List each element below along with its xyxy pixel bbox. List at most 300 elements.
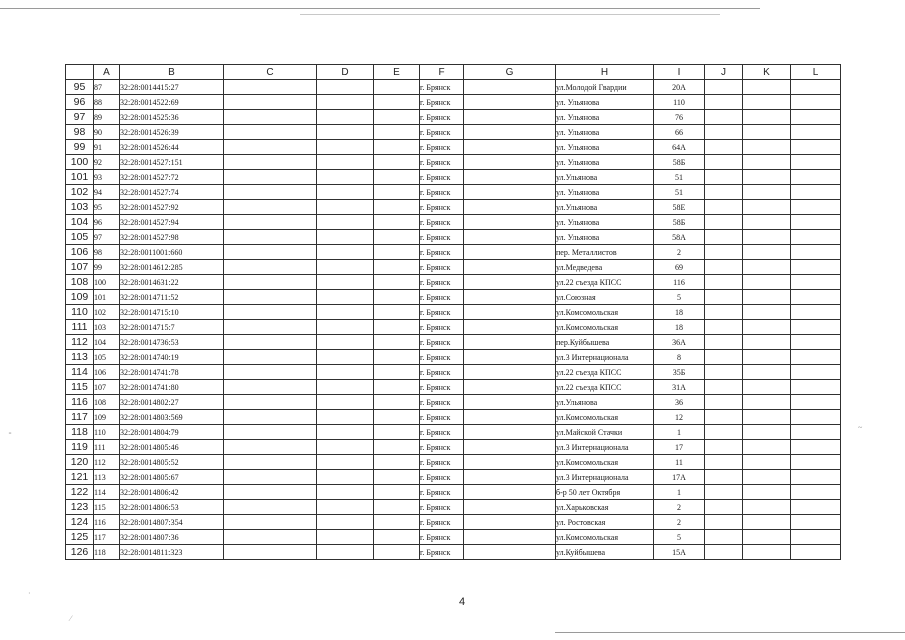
cell-i[interactable]: 11 — [654, 455, 705, 470]
cell-l[interactable] — [791, 515, 841, 530]
cell-k[interactable] — [743, 95, 791, 110]
cell-g[interactable] — [464, 245, 556, 260]
cell-a[interactable]: 96 — [94, 215, 120, 230]
cell-j[interactable] — [705, 470, 743, 485]
cell-b[interactable]: 32:28:0014631:22 — [120, 275, 224, 290]
cell-d[interactable] — [317, 200, 374, 215]
cell-g[interactable] — [464, 185, 556, 200]
cell-e[interactable] — [374, 185, 420, 200]
cell-c[interactable] — [224, 455, 317, 470]
cell-b[interactable]: 32:28:0014807:36 — [120, 530, 224, 545]
row-number[interactable]: 101 — [66, 170, 94, 185]
cell-g[interactable] — [464, 485, 556, 500]
cell-g[interactable] — [464, 170, 556, 185]
cell-j[interactable] — [705, 380, 743, 395]
row-number[interactable]: 106 — [66, 245, 94, 260]
cell-f[interactable]: г. Брянск — [420, 335, 464, 350]
cell-f[interactable]: г. Брянск — [420, 530, 464, 545]
cell-i[interactable]: 35Б — [654, 365, 705, 380]
cell-d[interactable] — [317, 245, 374, 260]
cell-k[interactable] — [743, 365, 791, 380]
cell-b[interactable]: 32:28:0014525:36 — [120, 110, 224, 125]
row-number[interactable]: 125 — [66, 530, 94, 545]
cell-f[interactable]: г. Брянск — [420, 215, 464, 230]
cell-g[interactable] — [464, 305, 556, 320]
cell-h[interactable]: ул.Союзная — [556, 290, 654, 305]
cell-c[interactable] — [224, 485, 317, 500]
row-number[interactable]: 105 — [66, 230, 94, 245]
row-number[interactable]: 108 — [66, 275, 94, 290]
column-header-g[interactable]: G — [464, 65, 556, 80]
cell-f[interactable]: г. Брянск — [420, 470, 464, 485]
cell-d[interactable] — [317, 410, 374, 425]
cell-j[interactable] — [705, 350, 743, 365]
cell-b[interactable]: 32:28:0014805:46 — [120, 440, 224, 455]
cell-d[interactable] — [317, 125, 374, 140]
cell-b[interactable]: 32:28:0014803:569 — [120, 410, 224, 425]
cell-c[interactable] — [224, 260, 317, 275]
cell-g[interactable] — [464, 380, 556, 395]
cell-l[interactable] — [791, 335, 841, 350]
cell-c[interactable] — [224, 170, 317, 185]
cell-h[interactable]: ул.3 Интернационала — [556, 440, 654, 455]
row-number[interactable]: 103 — [66, 200, 94, 215]
cell-b[interactable]: 32:28:0014741:78 — [120, 365, 224, 380]
cell-a[interactable]: 115 — [94, 500, 120, 515]
cell-c[interactable] — [224, 290, 317, 305]
cell-l[interactable] — [791, 80, 841, 95]
cell-l[interactable] — [791, 140, 841, 155]
row-number[interactable]: 123 — [66, 500, 94, 515]
cell-e[interactable] — [374, 80, 420, 95]
cell-b[interactable]: 32:28:0014527:151 — [120, 155, 224, 170]
cell-b[interactable]: 32:28:0014811:323 — [120, 545, 224, 560]
cell-j[interactable] — [705, 260, 743, 275]
cell-c[interactable] — [224, 80, 317, 95]
cell-c[interactable] — [224, 545, 317, 560]
cell-h[interactable]: ул.Медведева — [556, 260, 654, 275]
cell-c[interactable] — [224, 125, 317, 140]
cell-l[interactable] — [791, 365, 841, 380]
cell-k[interactable] — [743, 155, 791, 170]
cell-a[interactable]: 88 — [94, 95, 120, 110]
cell-l[interactable] — [791, 545, 841, 560]
cell-a[interactable]: 103 — [94, 320, 120, 335]
cell-h[interactable]: ул.22 съезда КПСС — [556, 365, 654, 380]
cell-i[interactable]: 58Б — [654, 155, 705, 170]
cell-i[interactable]: 31А — [654, 380, 705, 395]
cell-g[interactable] — [464, 410, 556, 425]
cell-h[interactable]: ул.Комсомольская — [556, 455, 654, 470]
cell-e[interactable] — [374, 245, 420, 260]
cell-j[interactable] — [705, 365, 743, 380]
cell-b[interactable]: 32:28:0014415:27 — [120, 80, 224, 95]
cell-b[interactable]: 32:28:0014715:10 — [120, 305, 224, 320]
cell-d[interactable] — [317, 320, 374, 335]
cell-i[interactable]: 17 — [654, 440, 705, 455]
cell-e[interactable] — [374, 320, 420, 335]
cell-j[interactable] — [705, 425, 743, 440]
cell-g[interactable] — [464, 335, 556, 350]
cell-g[interactable] — [464, 455, 556, 470]
cell-h[interactable]: ул.Куйбышева — [556, 545, 654, 560]
cell-j[interactable] — [705, 155, 743, 170]
cell-k[interactable] — [743, 245, 791, 260]
cell-e[interactable] — [374, 485, 420, 500]
cell-f[interactable]: г. Брянск — [420, 350, 464, 365]
cell-h[interactable]: ул. Ульянова — [556, 140, 654, 155]
row-number[interactable]: 109 — [66, 290, 94, 305]
cell-g[interactable] — [464, 125, 556, 140]
cell-k[interactable] — [743, 410, 791, 425]
cell-i[interactable]: 36 — [654, 395, 705, 410]
cell-b[interactable]: 32:28:0014806:42 — [120, 485, 224, 500]
column-header-k[interactable]: K — [743, 65, 791, 80]
cell-i[interactable]: 2 — [654, 245, 705, 260]
row-number[interactable]: 117 — [66, 410, 94, 425]
cell-l[interactable] — [791, 530, 841, 545]
cell-d[interactable] — [317, 335, 374, 350]
cell-f[interactable]: г. Брянск — [420, 425, 464, 440]
cell-i[interactable]: 110 — [654, 95, 705, 110]
cell-h[interactable]: ул.Ульянова — [556, 170, 654, 185]
cell-f[interactable]: г. Брянск — [420, 140, 464, 155]
cell-l[interactable] — [791, 125, 841, 140]
cell-c[interactable] — [224, 515, 317, 530]
cell-d[interactable] — [317, 110, 374, 125]
cell-a[interactable]: 100 — [94, 275, 120, 290]
cell-l[interactable] — [791, 170, 841, 185]
cell-l[interactable] — [791, 215, 841, 230]
cell-l[interactable] — [791, 470, 841, 485]
cell-d[interactable] — [317, 545, 374, 560]
cell-i[interactable]: 8 — [654, 350, 705, 365]
cell-h[interactable]: ул.Харьковская — [556, 500, 654, 515]
cell-f[interactable]: г. Брянск — [420, 260, 464, 275]
cell-f[interactable]: г. Брянск — [420, 275, 464, 290]
cell-k[interactable] — [743, 350, 791, 365]
cell-g[interactable] — [464, 320, 556, 335]
cell-j[interactable] — [705, 500, 743, 515]
cell-e[interactable] — [374, 380, 420, 395]
cell-k[interactable] — [743, 125, 791, 140]
cell-k[interactable] — [743, 215, 791, 230]
cell-g[interactable] — [464, 215, 556, 230]
row-number[interactable]: 118 — [66, 425, 94, 440]
cell-c[interactable] — [224, 305, 317, 320]
row-number[interactable]: 120 — [66, 455, 94, 470]
row-number[interactable]: 110 — [66, 305, 94, 320]
cell-h[interactable]: ул. Ульянова — [556, 110, 654, 125]
row-number[interactable]: 114 — [66, 365, 94, 380]
cell-c[interactable] — [224, 245, 317, 260]
column-header-b[interactable]: B — [120, 65, 224, 80]
cell-b[interactable]: 32:28:0014527:92 — [120, 200, 224, 215]
cell-j[interactable] — [705, 185, 743, 200]
cell-a[interactable]: 99 — [94, 260, 120, 275]
cell-a[interactable]: 97 — [94, 230, 120, 245]
cell-a[interactable]: 98 — [94, 245, 120, 260]
cell-i[interactable]: 20А — [654, 80, 705, 95]
column-header-f[interactable]: F — [420, 65, 464, 80]
column-header-l[interactable]: L — [791, 65, 841, 80]
cell-e[interactable] — [374, 95, 420, 110]
cell-g[interactable] — [464, 140, 556, 155]
cell-a[interactable]: 118 — [94, 545, 120, 560]
cell-b[interactable]: 32:28:0014715:7 — [120, 320, 224, 335]
row-number[interactable]: 124 — [66, 515, 94, 530]
cell-a[interactable]: 117 — [94, 530, 120, 545]
cell-a[interactable]: 113 — [94, 470, 120, 485]
cell-e[interactable] — [374, 335, 420, 350]
row-number[interactable]: 126 — [66, 545, 94, 560]
row-number[interactable]: 119 — [66, 440, 94, 455]
row-number[interactable]: 97 — [66, 110, 94, 125]
row-number[interactable]: 100 — [66, 155, 94, 170]
cell-i[interactable]: 5 — [654, 530, 705, 545]
cell-k[interactable] — [743, 515, 791, 530]
cell-a[interactable]: 87 — [94, 80, 120, 95]
cell-j[interactable] — [705, 485, 743, 500]
cell-i[interactable]: 15А — [654, 545, 705, 560]
cell-f[interactable]: г. Брянск — [420, 485, 464, 500]
cell-j[interactable] — [705, 95, 743, 110]
cell-i[interactable]: 17А — [654, 470, 705, 485]
cell-l[interactable] — [791, 320, 841, 335]
cell-a[interactable]: 89 — [94, 110, 120, 125]
cell-b[interactable]: 32:28:0014805:67 — [120, 470, 224, 485]
cell-j[interactable] — [705, 530, 743, 545]
cell-i[interactable]: 58Е — [654, 200, 705, 215]
cell-c[interactable] — [224, 110, 317, 125]
cell-i[interactable]: 1 — [654, 425, 705, 440]
cell-d[interactable] — [317, 350, 374, 365]
row-number[interactable]: 96 — [66, 95, 94, 110]
cell-h[interactable]: ул. Ульянова — [556, 230, 654, 245]
cell-d[interactable] — [317, 95, 374, 110]
cell-k[interactable] — [743, 140, 791, 155]
column-header-d[interactable]: D — [317, 65, 374, 80]
cell-e[interactable] — [374, 350, 420, 365]
cell-a[interactable]: 92 — [94, 155, 120, 170]
cell-g[interactable] — [464, 365, 556, 380]
row-number[interactable]: 99 — [66, 140, 94, 155]
cell-a[interactable]: 111 — [94, 440, 120, 455]
cell-j[interactable] — [705, 80, 743, 95]
cell-l[interactable] — [791, 260, 841, 275]
cell-f[interactable]: г. Брянск — [420, 440, 464, 455]
column-header-e[interactable]: E — [374, 65, 420, 80]
cell-j[interactable] — [705, 440, 743, 455]
cell-d[interactable] — [317, 395, 374, 410]
cell-f[interactable]: г. Брянск — [420, 410, 464, 425]
row-number[interactable]: 111 — [66, 320, 94, 335]
cell-b[interactable]: 32:28:0014612:285 — [120, 260, 224, 275]
cell-i[interactable]: 51 — [654, 170, 705, 185]
cell-j[interactable] — [705, 170, 743, 185]
cell-e[interactable] — [374, 125, 420, 140]
cell-f[interactable]: г. Брянск — [420, 365, 464, 380]
cell-h[interactable]: ул.Комсомольская — [556, 410, 654, 425]
cell-e[interactable] — [374, 140, 420, 155]
cell-k[interactable] — [743, 170, 791, 185]
cell-f[interactable]: г. Брянск — [420, 110, 464, 125]
cell-e[interactable] — [374, 305, 420, 320]
cell-c[interactable] — [224, 350, 317, 365]
cell-k[interactable] — [743, 320, 791, 335]
cell-c[interactable] — [224, 140, 317, 155]
cell-l[interactable] — [791, 455, 841, 470]
cell-g[interactable] — [464, 545, 556, 560]
cell-d[interactable] — [317, 140, 374, 155]
cell-h[interactable]: ул. Ульянова — [556, 125, 654, 140]
cell-d[interactable] — [317, 530, 374, 545]
row-number[interactable]: 121 — [66, 470, 94, 485]
cell-j[interactable] — [705, 455, 743, 470]
cell-b[interactable]: 32:28:0011001:660 — [120, 245, 224, 260]
cell-h[interactable]: пер. Металлистов — [556, 245, 654, 260]
cell-e[interactable] — [374, 170, 420, 185]
cell-c[interactable] — [224, 470, 317, 485]
cell-l[interactable] — [791, 155, 841, 170]
cell-h[interactable]: ул.3 Интернационала — [556, 350, 654, 365]
cell-h[interactable]: ул. Ульянова — [556, 185, 654, 200]
cell-k[interactable] — [743, 395, 791, 410]
cell-h[interactable]: ул.22 съезда КПСС — [556, 275, 654, 290]
column-header-h[interactable]: H — [556, 65, 654, 80]
cell-j[interactable] — [705, 230, 743, 245]
cell-a[interactable]: 107 — [94, 380, 120, 395]
cell-e[interactable] — [374, 515, 420, 530]
corner-cell[interactable] — [66, 65, 94, 80]
cell-h[interactable]: ул.Ульянова — [556, 200, 654, 215]
cell-j[interactable] — [705, 305, 743, 320]
cell-b[interactable]: 32:28:0014741:80 — [120, 380, 224, 395]
row-number[interactable]: 102 — [66, 185, 94, 200]
cell-b[interactable]: 32:28:0014711:52 — [120, 290, 224, 305]
cell-a[interactable]: 105 — [94, 350, 120, 365]
cell-k[interactable] — [743, 200, 791, 215]
cell-h[interactable]: ул.Майской Стачки — [556, 425, 654, 440]
cell-i[interactable]: 58А — [654, 230, 705, 245]
cell-e[interactable] — [374, 365, 420, 380]
cell-c[interactable] — [224, 320, 317, 335]
cell-h[interactable]: ул.22 съезда КПСС — [556, 380, 654, 395]
cell-f[interactable]: г. Брянск — [420, 95, 464, 110]
cell-l[interactable] — [791, 410, 841, 425]
cell-d[interactable] — [317, 380, 374, 395]
cell-e[interactable] — [374, 290, 420, 305]
cell-i[interactable]: 18 — [654, 305, 705, 320]
cell-h[interactable]: ул.Комсомольская — [556, 320, 654, 335]
cell-f[interactable]: г. Брянск — [420, 80, 464, 95]
cell-b[interactable]: 32:28:0014804:79 — [120, 425, 224, 440]
row-number[interactable]: 113 — [66, 350, 94, 365]
cell-j[interactable] — [705, 275, 743, 290]
cell-l[interactable] — [791, 440, 841, 455]
row-number[interactable]: 112 — [66, 335, 94, 350]
cell-d[interactable] — [317, 440, 374, 455]
cell-c[interactable] — [224, 500, 317, 515]
cell-a[interactable]: 91 — [94, 140, 120, 155]
cell-a[interactable]: 116 — [94, 515, 120, 530]
cell-a[interactable]: 110 — [94, 425, 120, 440]
cell-f[interactable]: г. Брянск — [420, 515, 464, 530]
cell-f[interactable]: г. Брянск — [420, 500, 464, 515]
cell-a[interactable]: 93 — [94, 170, 120, 185]
cell-f[interactable]: г. Брянск — [420, 170, 464, 185]
cell-j[interactable] — [705, 335, 743, 350]
cell-c[interactable] — [224, 230, 317, 245]
cell-e[interactable] — [374, 455, 420, 470]
cell-d[interactable] — [317, 155, 374, 170]
cell-l[interactable] — [791, 425, 841, 440]
cell-h[interactable]: ул. Ульянова — [556, 155, 654, 170]
cell-f[interactable]: г. Брянск — [420, 245, 464, 260]
cell-d[interactable] — [317, 290, 374, 305]
cell-g[interactable] — [464, 395, 556, 410]
cell-i[interactable]: 51 — [654, 185, 705, 200]
row-number[interactable]: 115 — [66, 380, 94, 395]
cell-g[interactable] — [464, 230, 556, 245]
cell-j[interactable] — [705, 410, 743, 425]
cell-k[interactable] — [743, 110, 791, 125]
cell-g[interactable] — [464, 290, 556, 305]
cell-d[interactable] — [317, 500, 374, 515]
cell-l[interactable] — [791, 230, 841, 245]
cell-c[interactable] — [224, 530, 317, 545]
cell-l[interactable] — [791, 110, 841, 125]
cell-a[interactable]: 90 — [94, 125, 120, 140]
cell-h[interactable]: ул.Комсомольская — [556, 530, 654, 545]
cell-e[interactable] — [374, 395, 420, 410]
cell-g[interactable] — [464, 530, 556, 545]
cell-b[interactable]: 32:28:0014802:27 — [120, 395, 224, 410]
cell-b[interactable]: 32:28:0014526:44 — [120, 140, 224, 155]
cell-i[interactable]: 36А — [654, 335, 705, 350]
cell-k[interactable] — [743, 530, 791, 545]
cell-l[interactable] — [791, 290, 841, 305]
cell-g[interactable] — [464, 515, 556, 530]
cell-g[interactable] — [464, 440, 556, 455]
cell-k[interactable] — [743, 500, 791, 515]
cell-c[interactable] — [224, 395, 317, 410]
cell-k[interactable] — [743, 455, 791, 470]
cell-c[interactable] — [224, 155, 317, 170]
cell-b[interactable]: 32:28:0014807:354 — [120, 515, 224, 530]
cell-d[interactable] — [317, 470, 374, 485]
cell-k[interactable] — [743, 80, 791, 95]
cell-l[interactable] — [791, 485, 841, 500]
cell-k[interactable] — [743, 440, 791, 455]
cell-c[interactable] — [224, 335, 317, 350]
cell-c[interactable] — [224, 410, 317, 425]
cell-d[interactable] — [317, 365, 374, 380]
cell-i[interactable]: 76 — [654, 110, 705, 125]
row-number[interactable]: 95 — [66, 80, 94, 95]
cell-h[interactable]: ул.Молодой Гвардии — [556, 80, 654, 95]
cell-j[interactable] — [705, 110, 743, 125]
cell-e[interactable] — [374, 215, 420, 230]
cell-k[interactable] — [743, 545, 791, 560]
cell-j[interactable] — [705, 125, 743, 140]
cell-j[interactable] — [705, 395, 743, 410]
cell-h[interactable]: ул.3 Интернационала — [556, 470, 654, 485]
cell-i[interactable]: 116 — [654, 275, 705, 290]
cell-k[interactable] — [743, 230, 791, 245]
cell-b[interactable]: 32:28:0014806:53 — [120, 500, 224, 515]
cell-c[interactable] — [224, 275, 317, 290]
